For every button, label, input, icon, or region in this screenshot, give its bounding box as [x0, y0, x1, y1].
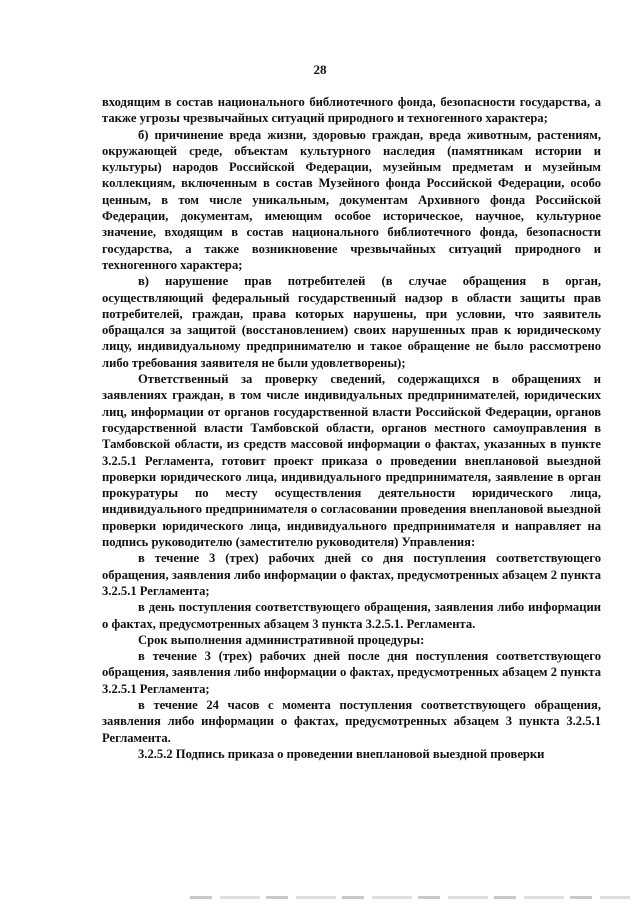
paragraph-responsible: Ответственный за проверку сведений, содержащихся в обращениях и заявлениях граждан, в том числе индивидуальных предпринимателей, юридических лиц, информации от органов государственной власти Российской Федерации, органов государственной власти Тамбовской области, органов местного самоуправления в Тамбовской области, из средств массовой информации о фактах, указанных в пункте 3.2.5.1 Регламента, готовит проект приказа о проведении внеплановой выездной проверки юридического лица, индивидуального предпринимателя, заявление в орган прокуратуры по месту осуществления деятельности юридического лица, индивидуального предпринимателя о согласовании проведения внеплановой выездной проверки юридического лица, индивидуального предпринимателя и направляет на подпись руководителю (заместителю руководителя) Управления: [102, 372, 601, 550]
page-number: 28 [313, 62, 327, 77]
paragraph-section-heading: 3.2.5.2 Подпись приказа о проведении внеплановой выездной проверки [138, 746, 545, 761]
scan-footer-artifact [190, 896, 630, 899]
paragraph-deadline-3-days: в течение 3 (трех) рабочих дней со дня поступления соответствующего обращения, заявления либо информации о фактах, предусмотренных абзацем 2 пункта 3.2.5.1 Регламента; [102, 551, 601, 598]
paragraph-term-3-days: в течение 3 (трех) рабочих дней после дня поступления соответствующего обращения, заявления либо информации о фактах, предусмотренных абзацем 2 пункта 3.2.5.1 Регламента; [102, 649, 601, 696]
paragraph-procedure-term: Срок выполнения административной процедуры: [138, 632, 425, 647]
paragraph-term-24-hours: в течение 24 часов с момента поступления соответствующего обращения, заявления либо информации о фактах, предусмотренных абзацем 3 пункта 3.2.5.1 Регламента. [102, 697, 601, 745]
paragraph-item-v: в) нарушение прав потребителей (в случае обращения в орган, осуществляющий федеральный государственный надзор в области защиты прав потребителей, граждан, права которых нарушены, при условии, что заявитель обращался за защитой (восстановлением) своих нарушенных прав к юридическому лицу, индивидуальному предпринимателю и такое обращение не было рассмотрено либо требования заявителя не были удовлетворены); [102, 274, 601, 370]
paragraph-continuation: входящим в состав национального библиотечного фонда, безопасности государства, а также угрозы чрезвычайных ситуаций природного и техногенного характера; [102, 95, 601, 126]
paragraph-item-b: б) причинение вреда жизни, здоровью граждан, вреда животным, растениям, окружающей среде, объектам культурного наследия (памятникам истории и культуры) народов Российской Федерации, музейным предметам и музейным коллекциям, включенным в состав Музейного фонда Российской Федерации, особо ценным, в том числе уникальным, документам Архивного фонда Российской Федерации, документам, имеющим особое историческое, научное, культурное значение, входящим в состав национального библиотечного фонда, безопасности государства, а также возникновение чрезвычайных ситуаций природного и техногенного характера; [102, 127, 601, 272]
document-body [102, 94, 601, 762]
paragraph-deadline-same-day: в день поступления соответствующего обращения, заявления либо информации о фактах, предусмотренных абзацем 3 пункта 3.2.5.1. Регламента. [102, 600, 601, 631]
